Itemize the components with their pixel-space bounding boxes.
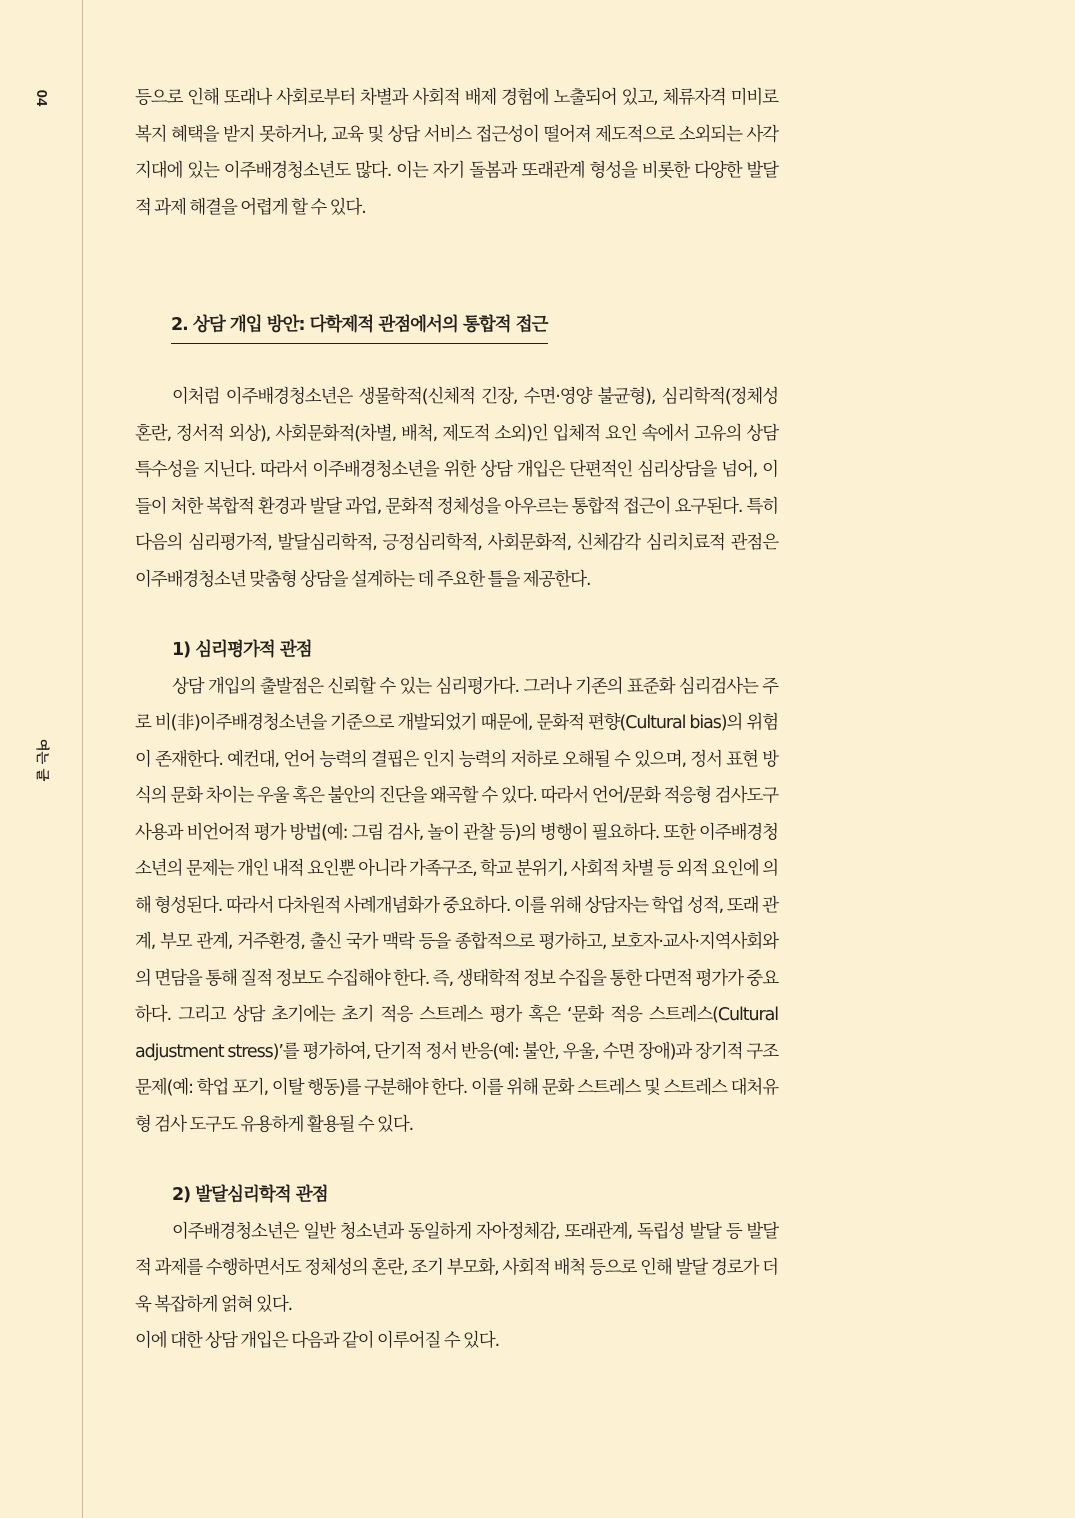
subsection-heading-developmental: 2) 발달심리학적 관점 [172, 1185, 328, 1205]
intro-paragraph: 등으로 인해 또래나 사회로부터 차별과 사회적 배제 경험에 노출되어 있고, 체류자격 미비로 복지 혜택을 받지 못하거나, 교육 및 상담 서비스 접근성이 떨어져 제도적으로 소외되는 사각지대에 있는 이주배경청소년도 많다. 이는 자기 돌봄과 또래관계 형성을 비롯한 다양한 발달적 과제 해결을 어렵게 할 수 있다. [135, 88, 778, 218]
paragraph-spacer [135, 1143, 778, 1177]
side-divider-line [82, 0, 83, 1518]
section-side-label: 여는 글 [34, 739, 49, 782]
section-paragraph: 이처럼 이주배경청소년은 생물학적(신체적 긴장, 수면·영양 불균형), 심리학적(정체성 혼란, 정서적 외상), 사회문화적(차별, 배척, 제도적 소외)인 입체적 요인 속에서 고유의 상담 특수성을 지닌다. 따라서 이주배경청소년을 위한 상담 개입은 단편적인 심리상담을 넘어, 이들이 처한 복합적 환경과 발달 과업, 문화적 정체성을 아우르는 통합적 접근이 요구된다. 특히 다음의 심리평가적, 발달심리학적, 긍정심리학적, 사회문화적, 신체감각 심리치료적 관점은 이주배경청소년 맞춤형 상담을 설계하는 데 주요한 틀을 제공한다. [135, 387, 778, 590]
subsection-heading-assessment: 1) 심리평가적 관점 [172, 640, 312, 660]
heading-spacer [135, 344, 778, 379]
page-number: 04 [33, 89, 50, 107]
closing-line: 이에 대한 상담 개입은 다음과 같이 이루어질 수 있다. [135, 1331, 500, 1351]
section-heading: 2. 상담 개입 방안: 다학제적 관점에서의 통합적 접근 [171, 311, 548, 344]
subsection-paragraph-developmental: 이주배경청소년은 일반 청소년과 동일하게 자아정체감, 또래관계, 독립성 발달 등 발달적 과제를 수행하면서도 정체성의 혼란, 조기 부모화, 사회적 배척 등으로 인해 발달 경로가 더욱 복잡하게 얽혀 있다. [135, 1221, 778, 1315]
paragraph-spacer [135, 598, 778, 632]
article-body [135, 80, 778, 1360]
subsection-paragraph-assessment: 상담 개입의 출발점은 신뢰할 수 있는 심리평가다. 그러나 기존의 표준화 심리검사는 주로 비(非)이주배경청소년을 기준으로 개발되었기 때문에, 문화적 편향(Cultural bias)의 위험이 존재한다. 예컨대, 언어 능력의 결핍은 인지 능력의 저하로 오해될 수 있으며, 정서 표현 방식의 문화 차이는 우울 혹은 불안의 진단을 왜곡할 수 있다. 따라서 언어/문화 적응형 검사도구 사용과 비언어적 평가 방법(예: 그림 검사, 놀이 관찰 등)의 병행이 필요하다. 또한 이주배경청소년의 문제는 개인 내적 요인뿐 아니라 가족구조, 학교 분위기, 사회적 차별 등 외적 요인에 의해 형성된다. 따라서 다차원적 사례개념화가 중요하다. 이를 위해 상담자는 학업 성적, 또래 관계, 부모 관계, 거주환경, 출신 국가 맥락 등을 종합적으로 평가하고, 보호자·교사·지역사회와의 면담을 통해 질적 정보도 수집해야 한다. 즉, 생태학적 정보 수집을 통한 다면적 평가가 중요하다. 그리고 상담 초기에는 초기 적응 스트레스 평가 혹은 ‘문화 적응 스트레스(Cultural adjustment stress)’를 평가하여, 단기적 정서 반응(예: 불안, 우울, 수면 장애)과 장기적 구조 문제(예: 학업 포기, 이탈 행동)를 구분해야 한다. 이를 위해 문화 스트레스 및 스트레스 대처유형 검사 도구도 유용하게 활용될 수 있다. [135, 676, 778, 1135]
